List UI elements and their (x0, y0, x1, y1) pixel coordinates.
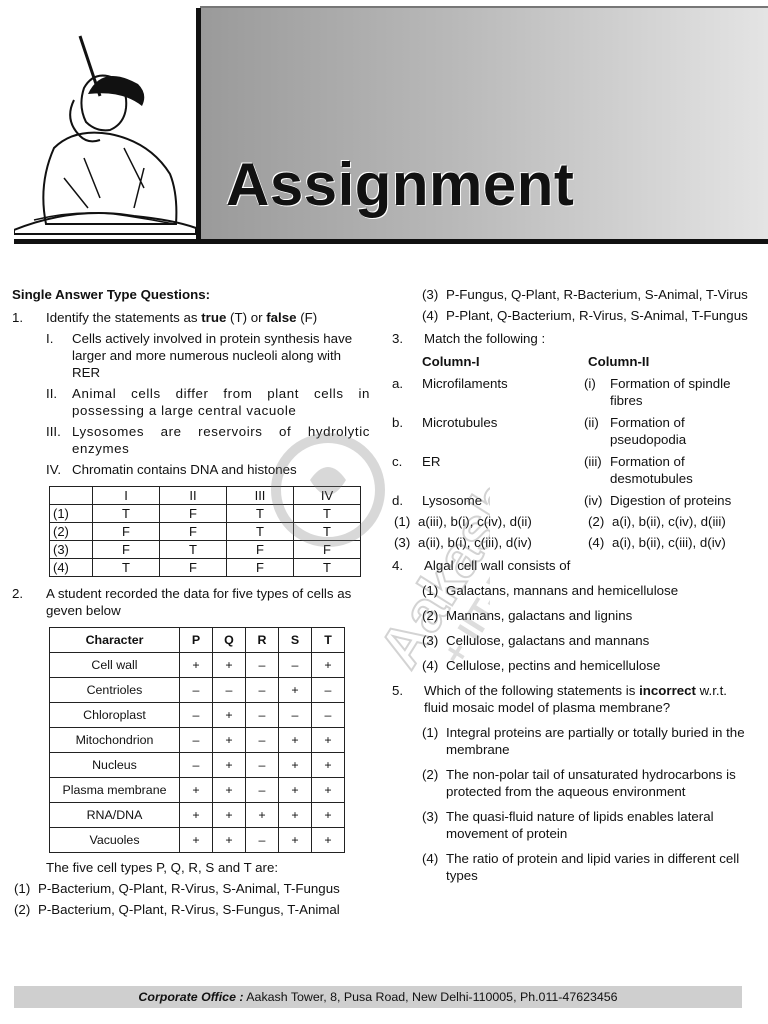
svg-text:+ IIT-JEE: + IIT-JEE (435, 530, 490, 672)
page-footer (14, 986, 742, 1008)
table-row: Nucleus – + – + + (50, 753, 345, 778)
table-row: (1) T F T T (50, 505, 361, 523)
true-false-table (49, 486, 361, 577)
option-1: (1) Galactans, mannans and hemicellulose (422, 583, 679, 598)
question-number: 5. (392, 683, 404, 698)
match-row: c. ER (iii) Formation of desmotubules (392, 454, 693, 486)
footer-address: Aakash Tower, 8, Pusa Road, New Delhi-110005, Ph.011-47623456 (243, 990, 618, 1004)
left-column (12, 286, 370, 918)
table-row: Cell wall + + – – + (50, 653, 345, 678)
option-2: (2) Mannans, galactans and lignins (422, 608, 633, 623)
match-headers: Column-I Column-II (422, 354, 650, 369)
question-1 (12, 309, 370, 326)
question-number: 1. (12, 310, 24, 325)
question-number: 2. (12, 586, 24, 601)
table-row: (3) F T F F (50, 541, 361, 559)
student-writing-icon (14, 8, 196, 240)
question-3 (392, 330, 754, 347)
table-row: Vacuoles + + – + + (50, 828, 345, 853)
match-row: a. Microfilaments (i) Formation of spindle fibres (392, 376, 731, 408)
question-number: 4. (392, 558, 404, 573)
table-header-row: I II III IV (50, 487, 361, 505)
cell-character-table (49, 627, 345, 853)
question-text: Identify the statements as true (T) or false (F) (46, 310, 318, 325)
option-4: (4) The ratio of protein and lipid varies in different cell types (422, 851, 740, 883)
table-header-row: Character P Q R S T (50, 628, 345, 653)
option-1: (1) Integral proteins are partially or totally buried in the membrane (422, 725, 745, 757)
statement-1: I. Cells actively involved in protein synthesis have larger and more numerous nucleoli along with RER (46, 331, 353, 380)
table-row: Centrioles – – – + – (50, 678, 345, 703)
match-options-row: (1) a(iii), b(i), c(iv), d(ii) (2) a(i), b(ii), c(iv), d(iii) (394, 514, 726, 529)
match-row: d. Lysosome (iv) Digestion of proteins (392, 493, 732, 508)
question-text: Match the following : (424, 331, 546, 346)
option-3: (3) The quasi-fluid nature of lipids enables lateral movement of protein (422, 809, 714, 841)
question-text: A student recorded the data for five types of cells as geven below (46, 586, 352, 618)
option-2: (2) P-Bacterium, Q-Plant, R-Virus, S-Fungus, T-Animal (14, 902, 340, 917)
header-rule (14, 239, 768, 244)
svg-text:Aakash: Aakash (366, 469, 490, 679)
table-row: RNA/DNA + + + + + (50, 803, 345, 828)
question-number: 3. (392, 331, 404, 346)
right-column (392, 286, 754, 884)
option-1: (1) P-Bacterium, Q-Plant, R-Virus, S-Animal, T-Fungus (14, 881, 340, 896)
page-header (0, 0, 768, 244)
statement-2: II. Animal cells differ from plant cells in possessing a large central vacuole (46, 386, 370, 418)
match-row: b. Microtubules (ii) Formation of pseudopodia (392, 415, 687, 447)
table-row: (2) F F T T (50, 523, 361, 541)
option-3: (3) P-Fungus, Q-Plant, R-Bacterium, S-Animal, T-Virus (422, 287, 748, 302)
question-5 (392, 682, 754, 716)
statement-3: III. Lysosomes are reservoirs of hydrolytic enzymes (46, 424, 370, 456)
table-row: (4) T F F T (50, 559, 361, 577)
table-row: Chloroplast – + – – – (50, 703, 345, 728)
match-options-row: (3) a(ii), b(i), c(iii), d(iv) (4) a(i), b(ii), c(iii), d(iv) (394, 535, 726, 550)
page-title: Assignment (226, 151, 575, 218)
section-title: Single Answer Type Questions: (12, 287, 211, 302)
question-text: Algal cell wall consists of (424, 558, 571, 573)
option-3: (3) Cellulose, galactans and mannans (422, 633, 650, 648)
statement-4: IV. Chromatin contains DNA and histones (46, 462, 297, 477)
question-2 (12, 585, 370, 619)
student-illustration (14, 8, 196, 240)
table-row: Mitochondrion – + – + + (50, 728, 345, 753)
footer-label: Corporate Office : (138, 990, 244, 1004)
question-text: Which of the following statements is incorrect w.r.t. fluid mosaic model of plasma membrane? (424, 683, 728, 715)
question-4 (392, 557, 754, 574)
option-4: (4) P-Plant, Q-Bacterium, R-Virus, S-Animal, T-Fungus (422, 308, 748, 323)
option-2: (2) The non-polar tail of unsaturated hydrocarbons is protected from the aqueous environment (422, 767, 736, 799)
header-divider (196, 8, 201, 240)
question-2-stem: The five cell types P, Q, R, S and T are: (46, 860, 279, 875)
option-4: (4) Cellulose, pectins and hemicellulose (422, 658, 661, 673)
table-row: Plasma membrane + + – + + (50, 778, 345, 803)
